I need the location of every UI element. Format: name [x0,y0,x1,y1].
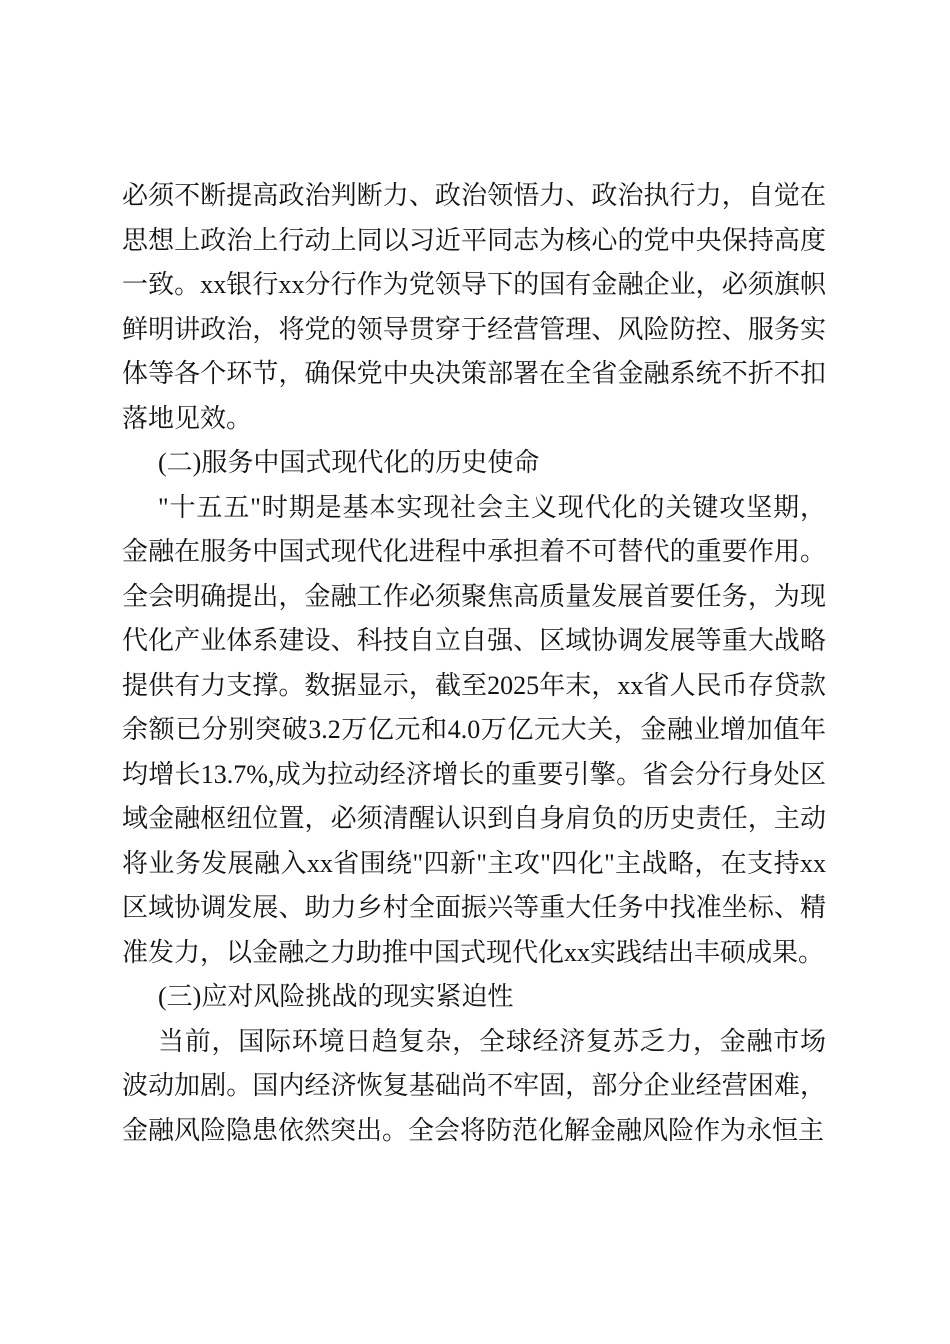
paragraph-continuation: 必须不断提高政治判断力、政治领悟力、政治执行力，自觉在思想上政治上行动上同以习近平同志为核心的党中央保持高度一致。xx银行xx分行作为党领导下的国有金融企业，必须旗帜鲜明讲政治，将党的领导贯穿于经营管理、风险防控、服务实体等各个环节，确保党中央决策部署在全省金融系统不折不扣落地见效。 [122,181,826,433]
section-heading-3: (三)应对风险挑战的现实紧迫性 [158,982,514,1011]
document-body [122,174,826,1153]
paragraph-section-2-body: "十五五"时期是基本实现社会主义现代化的关键攻坚期，金融在服务中国式现代化进程中承担着不可替代的重要作用。全会明确提出，金融工作必须聚焦高质量发展首要任务，为现代化产业体系建设、科技自立自强、区域协调发展等重大战略提供有力支撑。数据显示，截至2025年末，xx省人民币存贷款余额已分别突破3.2万亿元和4.0万亿元大关，金融业增加值年均增长13.7%,成为拉动经济增长的重要引擎。省会分行身处区域金融枢纽位置，必须清醒认识到自身肩负的历史责任，主动将业务发展融入xx省围绕"四新"主攻"四化"主战略，在支持xx区域协调发展、助力乡村全面振兴等重大任务中找准坐标、精准发力，以金融之力助推中国式现代化xx实践结出丰硕成果。 [122,492,826,967]
section-heading-2: (二)服务中国式现代化的历史使命 [158,448,540,477]
paragraph-section-3-body: 当前，国际环境日趋复杂，全球经济复苏乏力，金融市场波动加剧。国内经济恢复基础尚不牢固，部分企业经营困难，金融风险隐患依然突出。全会将防范化解金融风险作为永恒主 [122,1026,826,1145]
